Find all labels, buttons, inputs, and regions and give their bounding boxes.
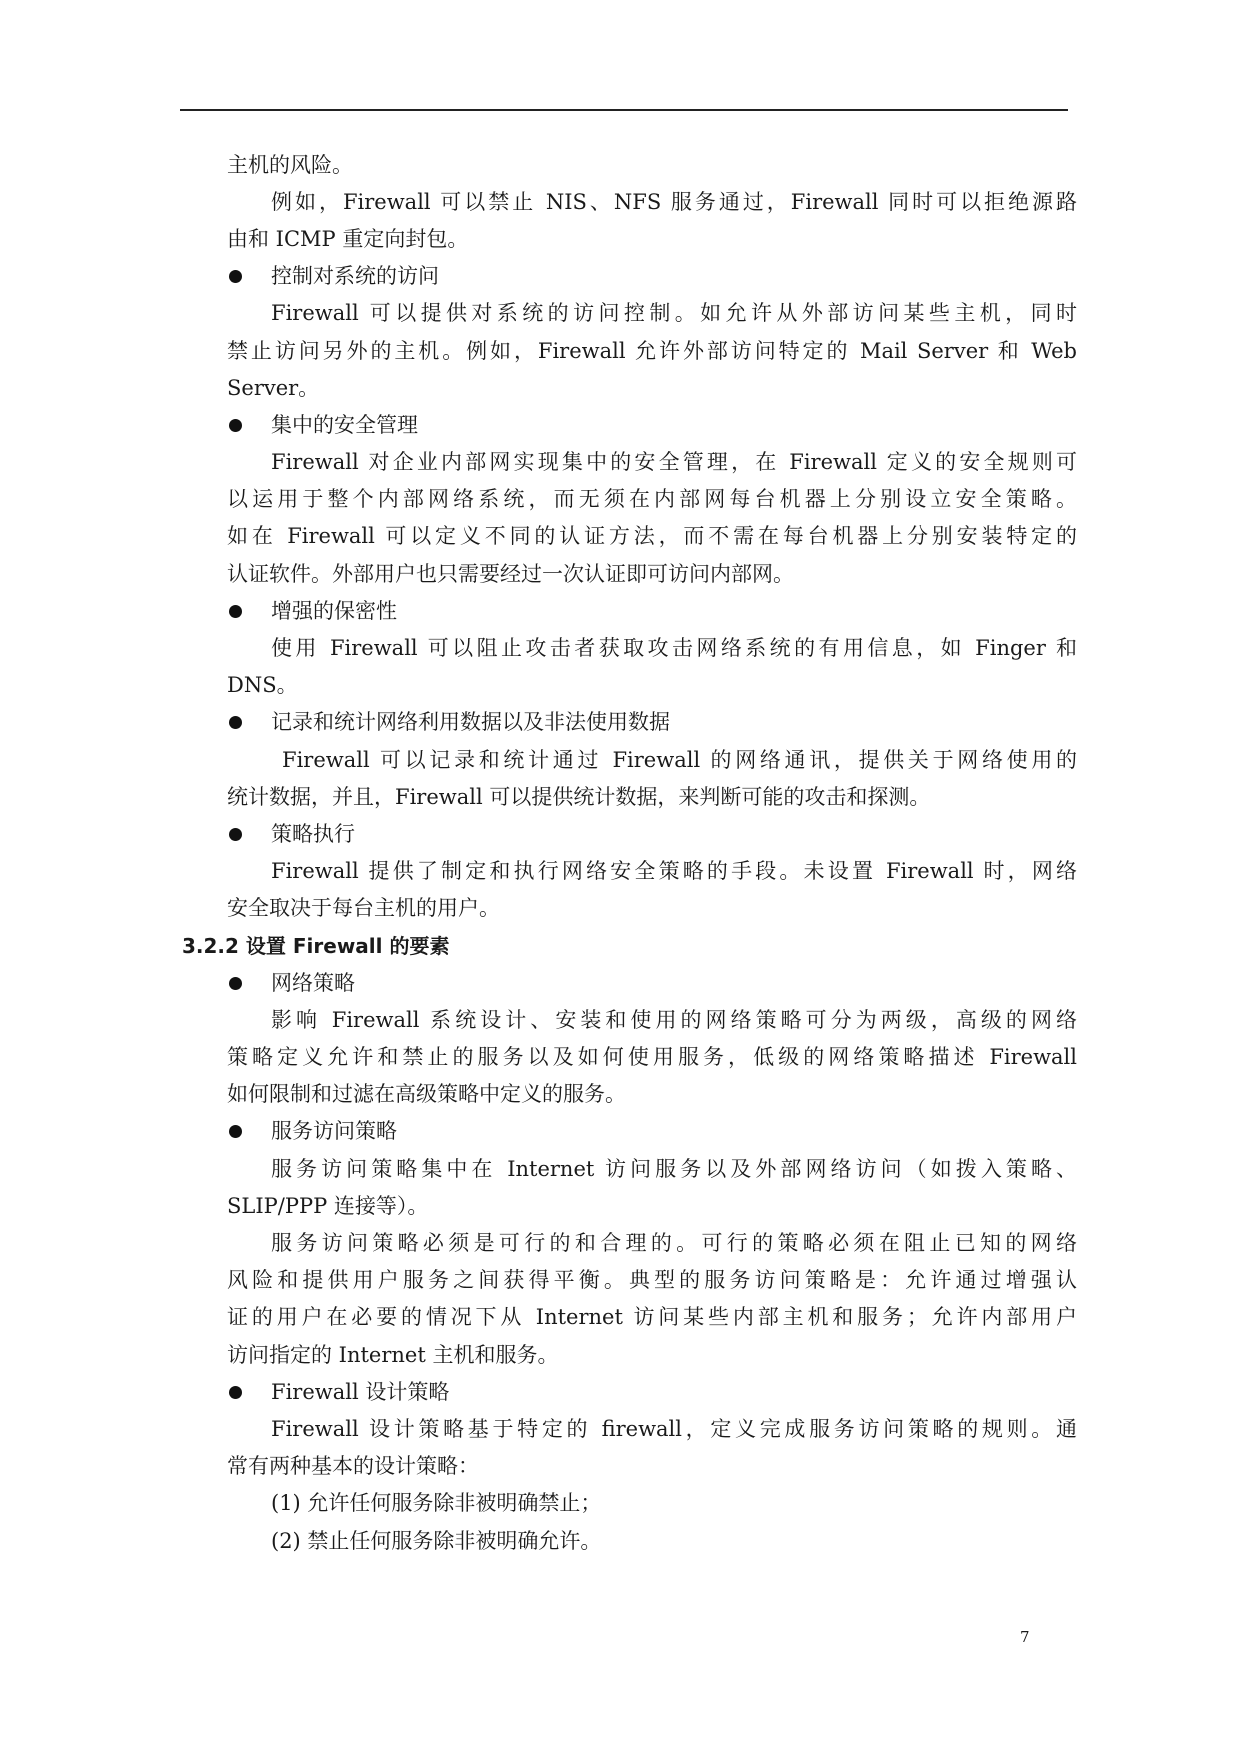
paragraph-line: 安全取决于每台主机的用户。 <box>227 896 500 920</box>
bullet-icon <box>229 419 242 432</box>
bullet-label: 增强的保密性 <box>271 599 397 623</box>
paragraph-line: Server。 <box>227 376 320 400</box>
list-item: (1) 允许任何服务除非被明确禁止； <box>271 1491 602 1515</box>
paragraph-line: Firewall 提供了制定和执行网络安全策略的手段。未设置 Firewall 时，网络 <box>271 859 1077 883</box>
paragraph-line: 影响 Firewall 系统设计、安装和使用的网络策略可分为两级，高级的网络 <box>271 1008 1077 1032</box>
paragraph-line: 服务访问策略必须是可行的和合理的。可行的策略必须在阻止已知的网络 <box>271 1231 1077 1255</box>
paragraph-line: SLIP/PPP 连接等）。 <box>227 1194 429 1218</box>
bullet-label: 记录和统计网络利用数据以及非法使用数据 <box>271 710 670 734</box>
paragraph-line: 使用 Firewall 可以阻止攻击者获取攻击网络系统的有用信息，如 Finger 和 <box>271 636 1077 660</box>
paragraph-line: 风险和提供用户服务之间获得平衡。典型的服务访问策略是：允许通过增强认 <box>227 1268 1077 1292</box>
paragraph-line: Firewall 可以记录和统计通过 Firewall 的网络通讯，提供关于网络使用的 <box>282 748 1077 772</box>
section-heading: 3.2.2 设置 Firewall 的要素 <box>182 934 450 958</box>
paragraph-line: Firewall 可以提供对系统的访问控制。如允许从外部访问某些主机，同时 <box>271 301 1077 325</box>
paragraph-line: 证的用户在必要的情况下从 Internet 访问某些内部主机和服务；允许内部用户 <box>227 1305 1077 1329</box>
paragraph-line: 由和 ICMP 重定向封包。 <box>227 227 469 251</box>
bullet-icon <box>229 1386 242 1399</box>
paragraph-line: 认证软件。外部用户也只需要经过一次认证即可访问内部网。 <box>227 562 794 586</box>
paragraph-line: 如在 Firewall 可以定义不同的认证方法，而不需在每台机器上分别安装特定的 <box>227 524 1077 548</box>
page-number: 7 <box>1020 1628 1030 1646</box>
paragraph-line: 访问指定的 Internet 主机和服务。 <box>227 1343 559 1367</box>
bullet-label: 控制对系统的访问 <box>271 264 439 288</box>
bullet-label: Firewall 设计策略 <box>271 1380 450 1404</box>
paragraph-line: Firewall 对企业内部网实现集中的安全管理，在 Firewall 定义的安全规则可 <box>271 450 1077 474</box>
paragraph-line: 以运用于整个内部网络系统，而无须在内部网每台机器上分别设立安全策略。 <box>227 487 1077 511</box>
paragraph-line: 例如，Firewall 可以禁止 NIS、NFS 服务通过，Firewall 同时可以拒绝源路 <box>271 190 1077 214</box>
paragraph-line: 如何限制和过滤在高级策略中定义的服务。 <box>227 1082 626 1106</box>
bullet-icon <box>229 716 242 729</box>
list-item: (2) 禁止任何服务除非被明确允许。 <box>271 1529 602 1553</box>
bullet-icon <box>229 828 242 841</box>
paragraph-line: 服务访问策略集中在 Internet 访问服务以及外部网络访问（如拨入策略、 <box>271 1157 1077 1181</box>
paragraph-line: 常有两种基本的设计策略： <box>227 1454 479 1478</box>
paragraph-line: 策略定义允许和禁止的服务以及如何使用服务，低级的网络策略描述 Firewall <box>227 1045 1077 1069</box>
paragraph-line: 禁止访问另外的主机。例如，Firewall 允许外部访问特定的 Mail Server 和 Web <box>227 339 1077 363</box>
paragraph-line: DNS。 <box>227 673 298 697</box>
bullet-label: 集中的安全管理 <box>271 413 418 437</box>
bullet-icon <box>229 270 242 283</box>
bullet-label: 服务访问策略 <box>271 1119 397 1143</box>
bullet-label: 策略执行 <box>271 822 355 846</box>
header-rule <box>180 109 1068 111</box>
paragraph-line: Firewall 设计策略基于特定的 firewall，定义完成服务访问策略的规则。通 <box>271 1417 1077 1441</box>
bullet-icon <box>229 605 242 618</box>
paragraph-line: 主机的风险。 <box>227 153 353 177</box>
bullet-icon <box>229 977 242 990</box>
bullet-icon <box>229 1125 242 1138</box>
bullet-label: 网络策略 <box>271 971 355 995</box>
paragraph-line: 统计数据，并且，Firewall 可以提供统计数据，来判断可能的攻击和探测。 <box>227 785 931 809</box>
